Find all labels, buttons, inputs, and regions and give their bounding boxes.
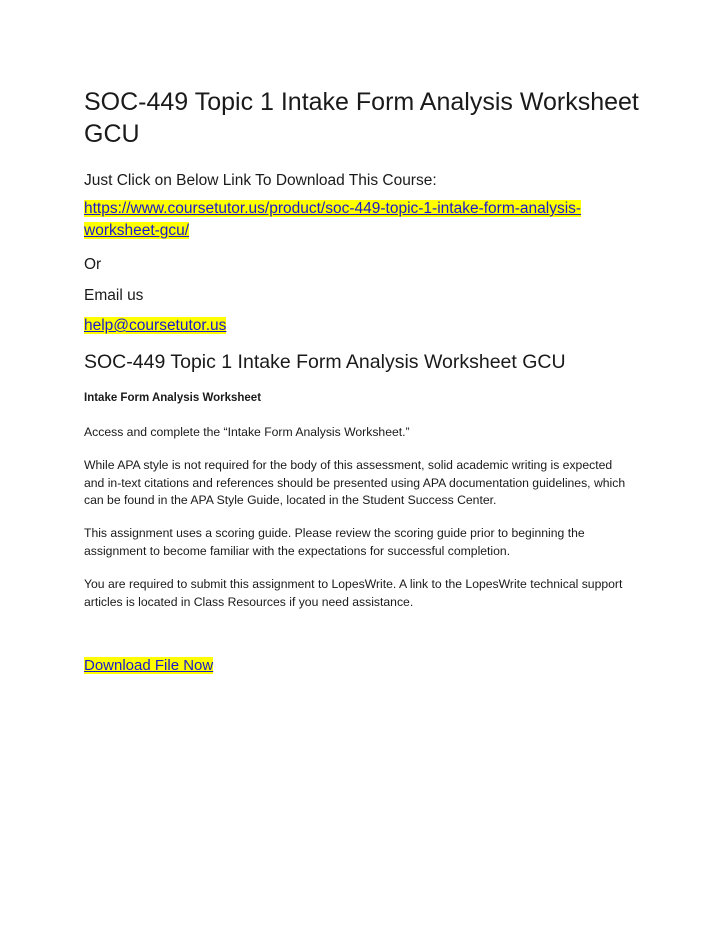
course-link[interactable]: https://www.coursetutor.us/product/soc-449-topic-1-intake-form-analysis-worksheet-gcu/ — [84, 200, 582, 239]
paragraph-access: Access and complete the “Intake Form Analysis Worksheet.” — [84, 425, 410, 439]
section-label: Intake Form Analysis Worksheet — [84, 392, 262, 404]
paragraph-lopeswrite: You are required to submit this assignment to LopesWrite. A link to the LopesWrite technical support articles is located in Class Resources if you need assistance. — [84, 577, 623, 609]
intro-text: Just Click on Below Link To Download This Course: — [84, 172, 437, 189]
paragraph-apa: While APA style is not required for the body of this assessment, solid academic writing is expected and in-text citations and references should be presented using APA documentation guidelines, which can be found in the APA Style Guide, located in the Student Success Center. — [84, 458, 626, 508]
course-link-line — [84, 198, 604, 242]
download-line — [84, 655, 213, 676]
subtitle: SOC-449 Topic 1 Intake Form Analysis Worksheet GCU — [84, 351, 566, 373]
or-text: Or — [84, 256, 102, 273]
page-title: SOC-449 Topic 1 Intake Form Analysis Worksheet GCU — [84, 88, 639, 148]
paragraph-scoring: This assignment uses a scoring guide. Please review the scoring guide prior to beginning the assignment to become familiar with the expectations for successful completion. — [84, 526, 585, 558]
email-link[interactable]: help@coursetutor.us — [84, 317, 227, 334]
email-label: Email us — [84, 287, 144, 304]
download-link[interactable]: Download File Now — [84, 657, 214, 674]
email-line — [84, 315, 226, 336]
